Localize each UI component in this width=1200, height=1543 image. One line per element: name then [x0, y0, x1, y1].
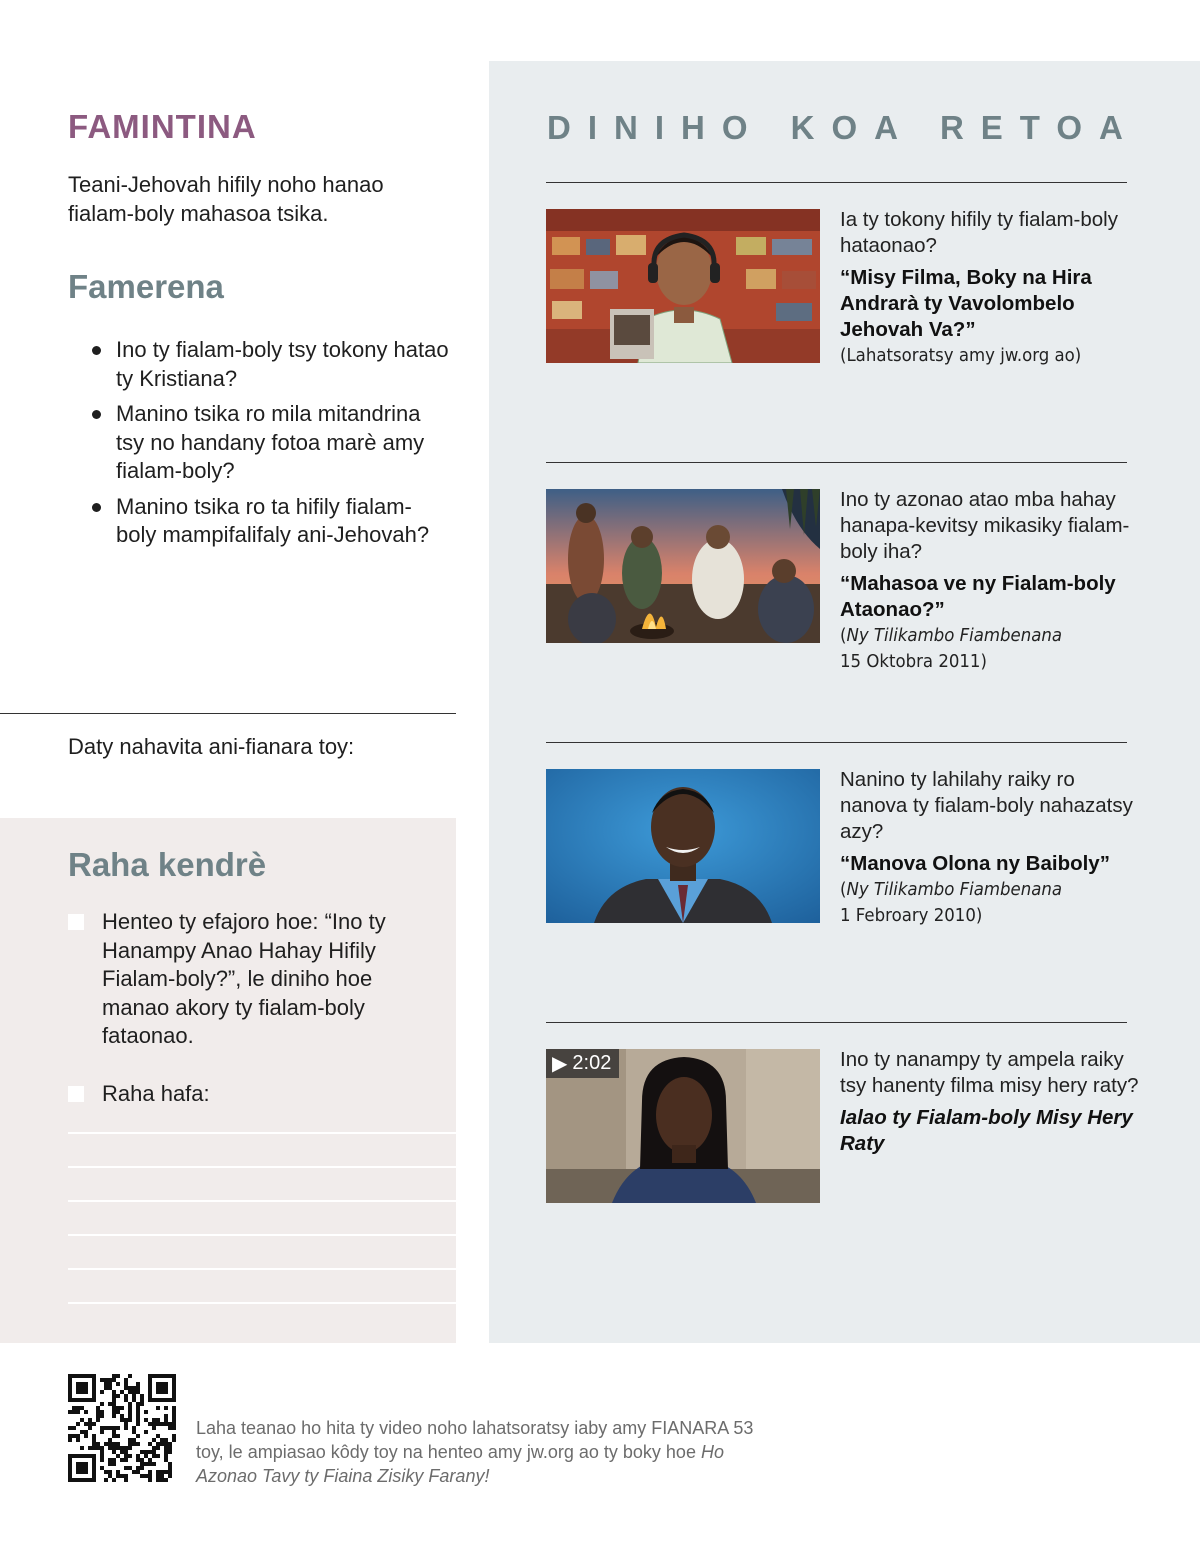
article-thumbnail[interactable] [546, 489, 820, 643]
learn-item [840, 207, 1140, 369]
plan-title: Raha kendrè [68, 846, 267, 883]
book-title: Ho Azonao Tavy ty Fiaina Zisiky Farany! [196, 1442, 724, 1486]
plan-item-text: Raha hafa: [102, 1081, 210, 1106]
review-item: Manino tsika ro ta hifily fialam-boly mampifalifaly ani-Jehovah? [92, 493, 452, 550]
article-source-date: 1 Febroary 2010) [840, 905, 983, 926]
learn-question: Ino ty azonao atao mba hahay hanapa-kevitsy mikasiky fialam-boly iha? [840, 488, 1130, 563]
completion-date-label: Daty nahavita ani-fianara toy: [68, 734, 355, 759]
writing-lines[interactable] [68, 1132, 456, 1336]
summary-title: FAMINTINA [68, 108, 257, 145]
divider [0, 713, 456, 714]
article-title[interactable]: “Mahasoa ve ny Fialam-boly Ataonao?” [840, 572, 1116, 621]
article-source: (Ny Tilikambo Fiambenana [840, 879, 1063, 900]
learn-item [840, 487, 1140, 675]
checkbox[interactable] [68, 914, 84, 930]
learn-more-panel [489, 61, 1200, 1343]
article-thumbnail[interactable] [546, 769, 820, 923]
learn-more-title: DINIHO KOA RETOA [547, 109, 1140, 146]
review-item: Manino tsika ro mila mitandrina tsy no handany fotoa marè amy fialam-boly? [92, 400, 452, 486]
divider [546, 742, 1127, 743]
plan-item [68, 1080, 428, 1109]
article-title[interactable]: “Manova Olona ny Baiboly” [840, 852, 1110, 875]
video-title[interactable]: Ialao ty Fialam-boly Misy Hery Raty [840, 1106, 1133, 1155]
plan-item [68, 908, 428, 1051]
divider [546, 182, 1127, 183]
review-list [92, 336, 452, 557]
summary-text: Teani-Jehovah hifily noho hanao fialam-boly mahasoa tsika. [68, 172, 384, 226]
bullet-icon [92, 410, 101, 419]
article-title[interactable]: “Misy Filma, Boky na Hira Andrarà ty Vavolombelo Jehovah Va?” [840, 266, 1092, 341]
article-thumbnail[interactable] [546, 209, 820, 363]
divider [546, 1022, 1127, 1023]
bullet-icon [92, 346, 101, 355]
footer-text: Laha teanao ho hita ty video noho lahatsoratsy iaby amy FIANARA 53 toy, le ampiasao kôdy toy na henteo amy jw.org ao ty boky hoe Ho Azonao Tavy ty Fiaina Zisiky Farany! [196, 1418, 754, 1486]
review-item: Ino ty fialam-boly tsy tokony hatao ty Kristiana? [92, 336, 452, 393]
qr-code[interactable] [68, 1374, 176, 1482]
review-title: Famerena [68, 268, 224, 305]
bullet-icon [92, 503, 101, 512]
learn-item [840, 767, 1140, 929]
article-source-date: 15 Oktobra 2011) [840, 651, 987, 672]
learn-question: Nanino ty lahilahy raiky ro nanova ty fialam-boly nahazatsy azy? [840, 768, 1133, 843]
video-duration-badge: ▶ 2:02 [546, 1049, 619, 1078]
learn-question: Ia ty tokony hifily ty fialam-boly hataonao? [840, 208, 1118, 257]
plan-box [0, 818, 456, 1343]
learn-item [840, 1047, 1140, 1157]
plan-item-text: Henteo ty efajoro hoe: “Ino ty Hanampy Anao Hahay Hifily Fialam-boly?”, le diniho hoe manao akory ty fialam-boly fataonao. [102, 909, 386, 1048]
article-source: (Lahatsoratsy amy jw.org ao) [840, 345, 1082, 366]
learn-question: Ino ty nanampy ty ampela raiky tsy hanenty filma misy hery raty? [840, 1048, 1139, 1097]
article-source: (Ny Tilikambo Fiambenana [840, 625, 1063, 646]
checkbox[interactable] [68, 1086, 84, 1102]
divider [546, 462, 1127, 463]
video-thumbnail[interactable] [546, 1049, 820, 1203]
play-icon: ▶ [552, 1053, 568, 1075]
